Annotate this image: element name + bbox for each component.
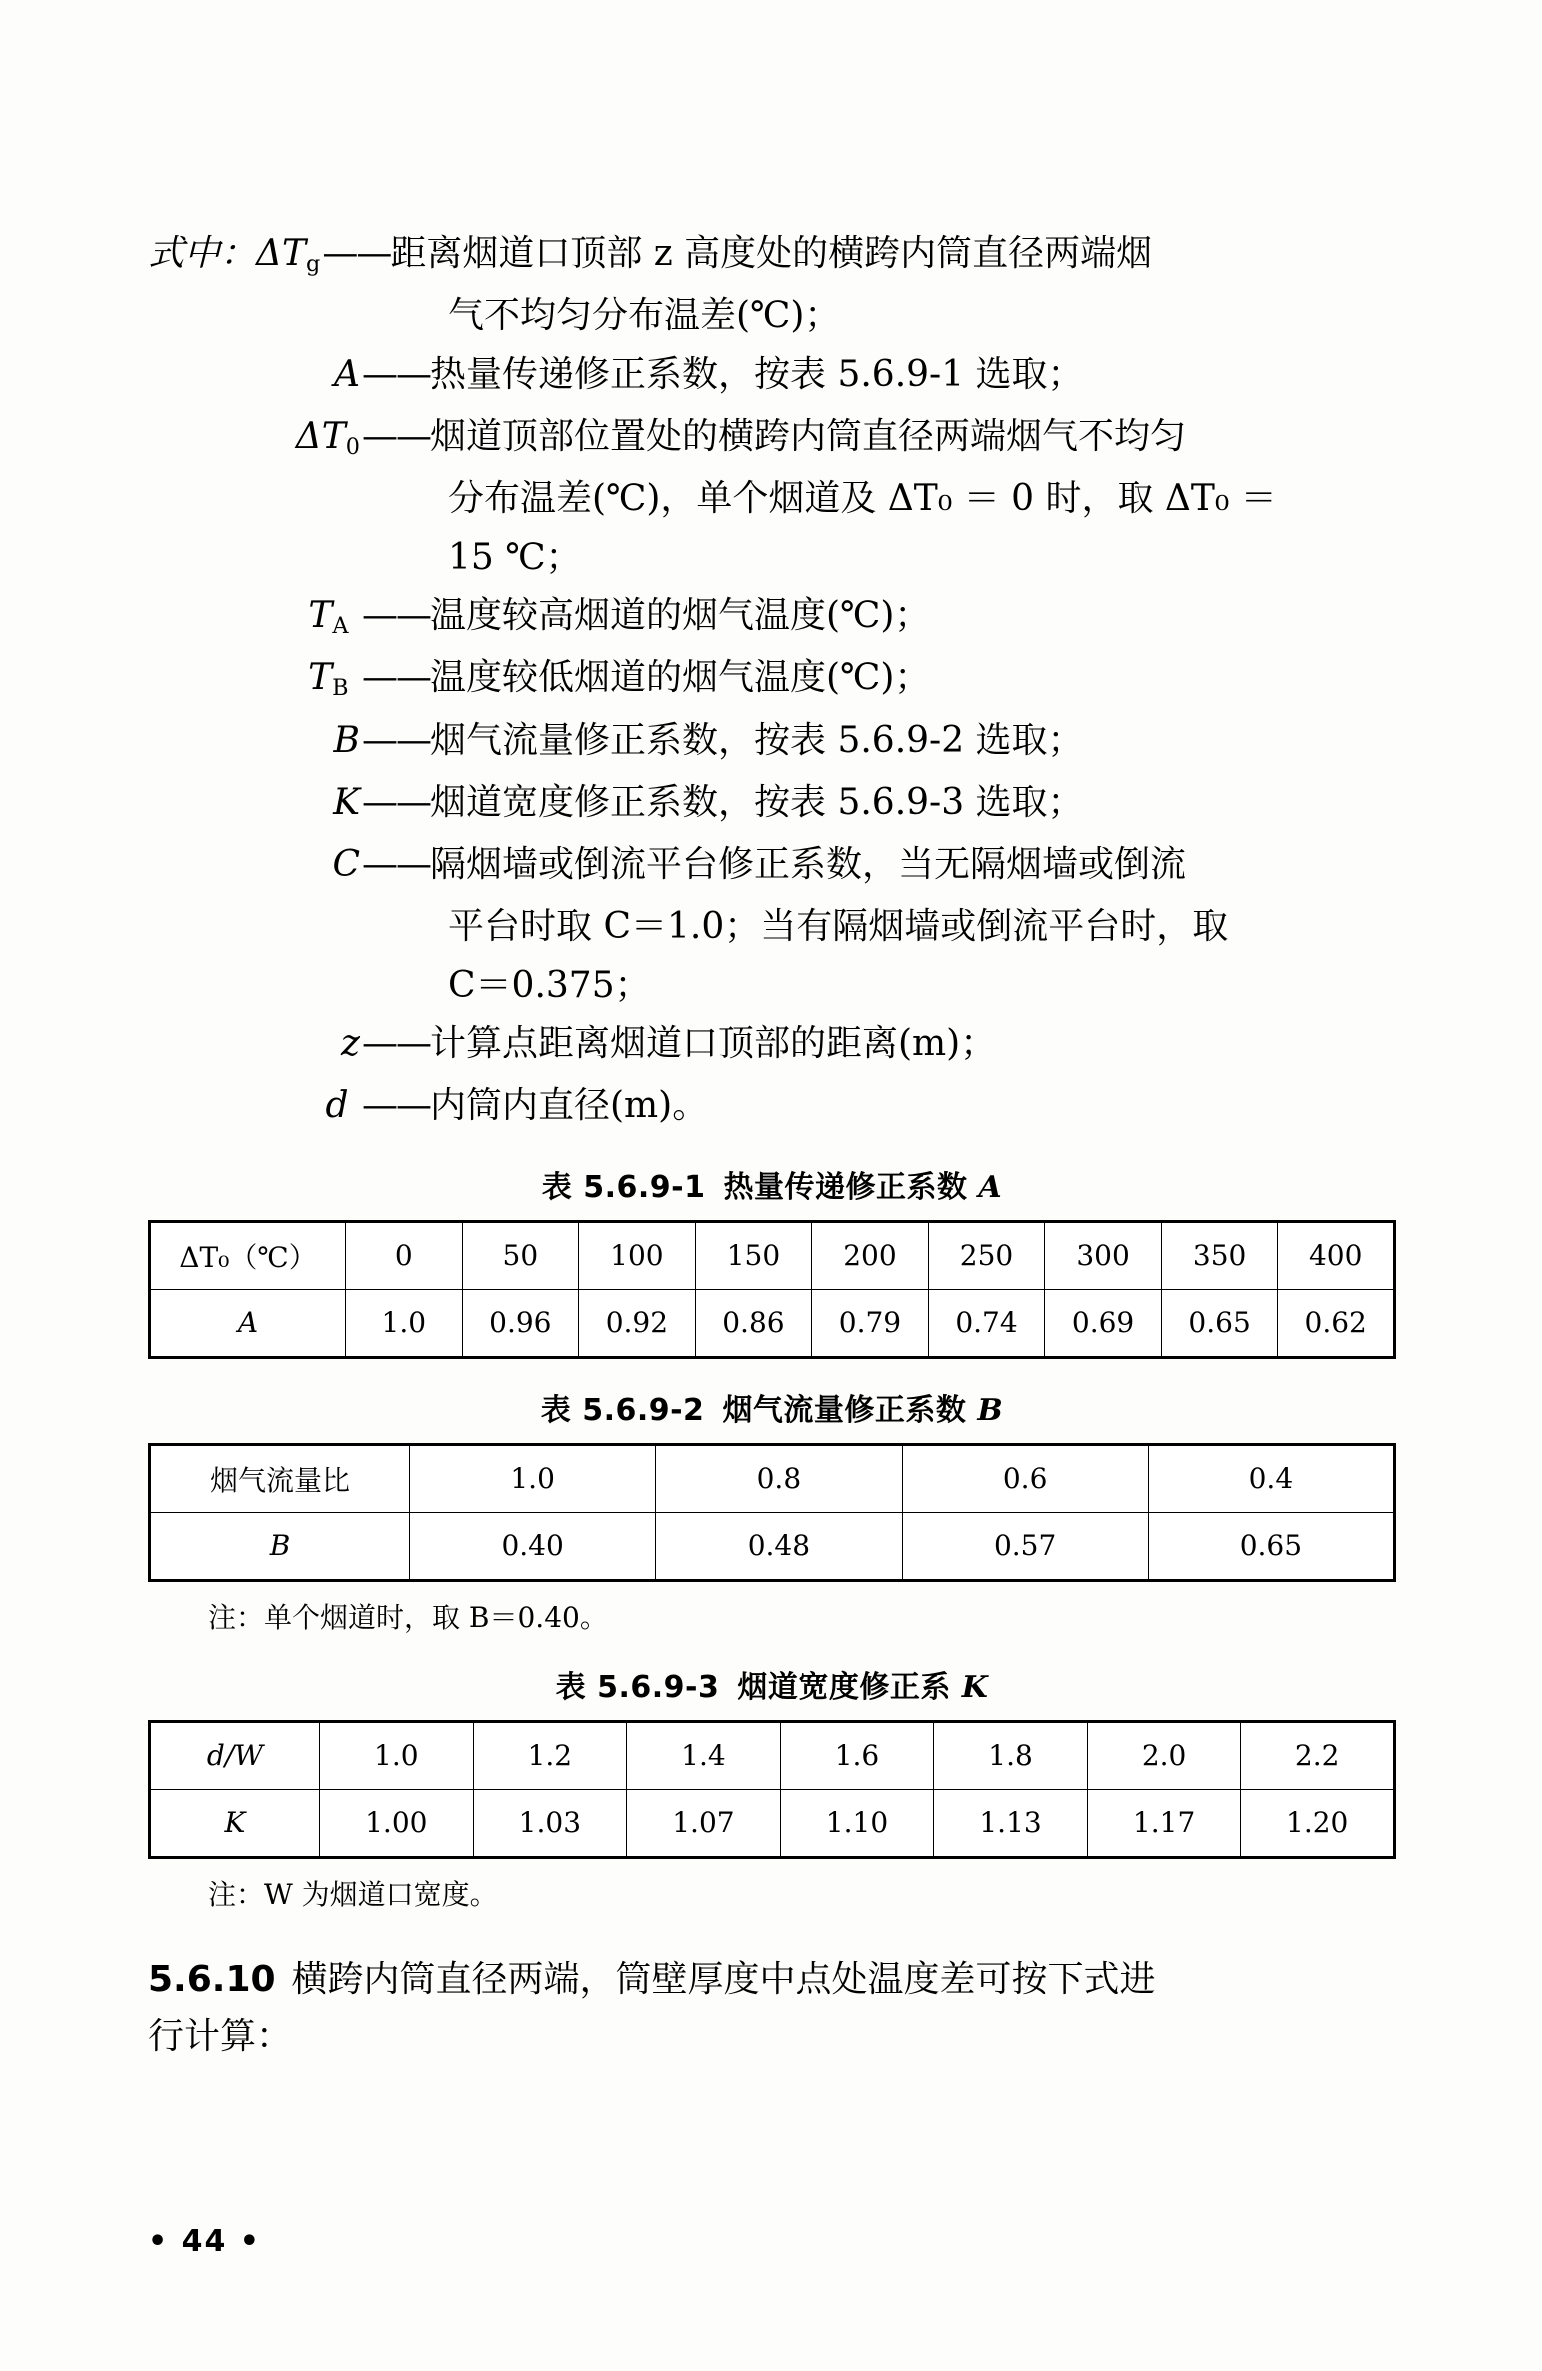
table1-val-5: 0.74 bbox=[928, 1289, 1045, 1357]
table-heat-transfer-coefficient bbox=[148, 1220, 1396, 1359]
definition-cont-c-3 bbox=[148, 957, 1396, 1015]
table-row bbox=[150, 1721, 1395, 1789]
definition-text-tb: 温度较低烟道的烟气温度(℃)； bbox=[430, 657, 931, 699]
table3-val-0: 1.00 bbox=[320, 1789, 474, 1857]
table2-row-header-1: 烟气流量比 bbox=[150, 1444, 410, 1512]
table2-col-3: 0.4 bbox=[1148, 1444, 1394, 1512]
definition-dash: —— bbox=[322, 233, 391, 274]
table1-val-2: 0.92 bbox=[579, 1289, 696, 1357]
definition-text-k: 烟道宽度修正系数，按表 5.6.9-3 选取； bbox=[430, 781, 1084, 823]
definition-symbol-k: K bbox=[333, 781, 360, 823]
table1-row-header-1: ΔT₀（℃） bbox=[150, 1221, 346, 1289]
definition-lead-label: 式中：$\Delta T_g$ bbox=[148, 233, 321, 278]
table2-val-2: 0.57 bbox=[902, 1512, 1148, 1580]
table3-val-1: 1.03 bbox=[473, 1789, 627, 1857]
table3-caption bbox=[148, 1662, 1396, 1706]
table-row bbox=[150, 1444, 1395, 1512]
table3-val-2: 1.07 bbox=[627, 1789, 781, 1857]
table2-caption bbox=[148, 1385, 1396, 1429]
table2-col-2: 0.6 bbox=[902, 1444, 1148, 1512]
clause-number: 5.6.10 bbox=[148, 1958, 276, 2000]
table2-row-header-2: B bbox=[150, 1512, 410, 1580]
table1-val-4: 0.79 bbox=[812, 1289, 929, 1357]
definition-text-delta-t0-line3: 15 ℃； bbox=[448, 536, 582, 578]
table2-caption-number: 表 5.6.9-2 bbox=[540, 1392, 705, 1428]
table3-col-6: 2.2 bbox=[1241, 1721, 1395, 1789]
table1-col-8: 400 bbox=[1278, 1221, 1395, 1289]
table3-val-6: 1.20 bbox=[1241, 1789, 1395, 1857]
definition-text-ta: 温度较高烟道的烟气温度(℃)； bbox=[430, 594, 931, 636]
definition-item-d bbox=[148, 1077, 1396, 1135]
clause-5-6-10 bbox=[148, 1951, 1396, 2066]
definition-item-delta-t0 bbox=[148, 408, 1396, 466]
page-footer: • 44 • bbox=[148, 2224, 261, 2259]
definition-dash: —— bbox=[362, 594, 430, 636]
definition-item-delta-tg bbox=[148, 225, 1396, 283]
table1-caption bbox=[148, 1162, 1396, 1206]
table3-note: 注：W 为烟道口宽度。 bbox=[208, 1877, 498, 1911]
table1-col-4: 200 bbox=[812, 1221, 929, 1289]
table-row bbox=[150, 1789, 1395, 1857]
table3-col-5: 2.0 bbox=[1087, 1721, 1241, 1789]
table3-val-3: 1.10 bbox=[780, 1789, 934, 1857]
definition-text-a: 热量传递修正系数，按表 5.6.9-1 选取； bbox=[430, 353, 1084, 395]
definition-symbol-d: d bbox=[325, 1085, 360, 1127]
table-row bbox=[150, 1289, 1395, 1357]
definition-dash: —— bbox=[362, 1085, 430, 1127]
definition-text-delta-tg-line2: 气不均匀分布温差(℃)； bbox=[448, 295, 841, 337]
definition-dash: —— bbox=[362, 1023, 430, 1065]
definition-text-delta-t0: 烟道顶部位置处的横跨内筒直径两端烟气不均匀 bbox=[430, 415, 1187, 457]
definition-dash: —— bbox=[362, 353, 430, 395]
table1-val-7: 0.65 bbox=[1161, 1289, 1278, 1357]
table3-row-header-2: K bbox=[150, 1789, 320, 1857]
table-row bbox=[150, 1512, 1395, 1580]
definition-item-ta bbox=[148, 587, 1396, 645]
definition-symbol-tb: $T_B$ bbox=[308, 657, 349, 702]
table3-caption-title: 烟道宽度修正系 bbox=[737, 1669, 951, 1705]
definition-dash: —— bbox=[362, 719, 430, 761]
definition-text-delta-tg: 距离烟道口顶部 z 高度处的横跨内筒直径两端烟 bbox=[390, 233, 1153, 274]
definition-item-k bbox=[148, 774, 1396, 832]
definition-item-tb bbox=[148, 649, 1396, 707]
table3-col-0: 1.0 bbox=[320, 1721, 474, 1789]
table3-val-4: 1.13 bbox=[934, 1789, 1088, 1857]
definition-text-d: 内筒内直径(m)。 bbox=[430, 1085, 709, 1127]
table1-val-0: 1.0 bbox=[346, 1289, 463, 1357]
table1-col-3: 150 bbox=[695, 1221, 812, 1289]
definition-cont-delta-tg bbox=[148, 287, 1396, 345]
table1-col-6: 300 bbox=[1045, 1221, 1162, 1289]
table3-val-5: 1.17 bbox=[1087, 1789, 1241, 1857]
table1-col-5: 250 bbox=[928, 1221, 1045, 1289]
table1-col-0: 0 bbox=[346, 1221, 463, 1289]
table1-row-header-2: A bbox=[150, 1289, 346, 1357]
definition-text-z: 计算点距离烟道口顶部的距离(m)； bbox=[430, 1023, 997, 1065]
definition-text-c-line2: 平台时取 C＝1.0；当有隔烟墙或倒流平台时，取 bbox=[448, 906, 1229, 948]
table3-col-3: 1.6 bbox=[780, 1721, 934, 1789]
table2-note: 注：单个烟道时，取 B＝0.40。 bbox=[208, 1600, 608, 1634]
table1-col-7: 350 bbox=[1161, 1221, 1278, 1289]
definition-dash: —— bbox=[362, 657, 430, 699]
definition-dash: —— bbox=[362, 781, 430, 823]
clause-text-line2: 行计算： bbox=[148, 2016, 293, 2058]
definition-item-c bbox=[148, 836, 1396, 894]
definition-text-delta-t0-line2: 分布温差(℃)，单个烟道及 ΔT₀ ＝ 0 时，取 ΔT₀ ＝ bbox=[448, 478, 1277, 520]
definition-dash: —— bbox=[362, 844, 430, 886]
table3-caption-symbol: K bbox=[961, 1669, 989, 1705]
table1-caption-title: 热量传递修正系数 bbox=[723, 1169, 968, 1205]
table-flue-gas-flow-coefficient bbox=[148, 1443, 1396, 1582]
table3-row-header-1: d/W bbox=[150, 1721, 320, 1789]
symbol-definition-list bbox=[148, 225, 1396, 1136]
table2-val-0: 0.40 bbox=[410, 1512, 656, 1580]
table1-caption-symbol: A bbox=[978, 1169, 1003, 1205]
definition-cont-c-2 bbox=[148, 898, 1396, 956]
table2-val-3: 0.65 bbox=[1148, 1512, 1394, 1580]
table2-caption-title: 烟气流量修正系数 bbox=[722, 1392, 967, 1428]
definition-dash: —— bbox=[362, 415, 430, 457]
table2-col-0: 1.0 bbox=[410, 1444, 656, 1512]
table2-val-1: 0.48 bbox=[656, 1512, 902, 1580]
table1-val-8: 0.62 bbox=[1278, 1289, 1395, 1357]
page-content bbox=[148, 225, 1396, 2066]
definition-symbol-c: C bbox=[332, 844, 360, 886]
definition-cont-delta-t0-2 bbox=[148, 470, 1396, 528]
definition-item-a bbox=[148, 346, 1396, 404]
definition-text-b: 烟气流量修正系数，按表 5.6.9-2 选取； bbox=[430, 719, 1084, 761]
definition-symbol-ta: $T_A$ bbox=[308, 594, 349, 640]
table2-caption-symbol: B bbox=[977, 1392, 1004, 1428]
table3-col-1: 1.2 bbox=[473, 1721, 627, 1789]
table1-col-1: 50 bbox=[462, 1221, 579, 1289]
definition-symbol-z: z bbox=[341, 1023, 360, 1065]
table3-col-2: 1.4 bbox=[627, 1721, 781, 1789]
table1-val-6: 0.69 bbox=[1045, 1289, 1162, 1357]
table2-col-1: 0.8 bbox=[656, 1444, 902, 1512]
table-row bbox=[150, 1221, 1395, 1289]
definition-symbol-a: A bbox=[334, 353, 360, 395]
clause-text-line1: 横跨内筒直径两端，筒壁厚度中点处温度差可按下式进 bbox=[291, 1958, 1156, 2000]
table1-val-1: 0.96 bbox=[462, 1289, 579, 1357]
definition-text-c-line3: C＝0.375； bbox=[448, 964, 651, 1006]
table1-caption-number: 表 5.6.9-1 bbox=[541, 1169, 706, 1205]
table3-col-4: 1.8 bbox=[934, 1721, 1088, 1789]
definition-text-c: 隔烟墙或倒流平台修正系数，当无隔烟墙或倒流 bbox=[430, 844, 1187, 886]
table3-caption-number: 表 5.6.9-3 bbox=[555, 1669, 720, 1705]
definition-symbol-delta-t0: $\Delta T_0$ bbox=[295, 415, 360, 461]
definition-item-b bbox=[148, 712, 1396, 770]
table1-val-3: 0.86 bbox=[695, 1289, 812, 1357]
table1-col-2: 100 bbox=[579, 1221, 696, 1289]
definition-item-z bbox=[148, 1015, 1396, 1073]
definition-symbol-b: B bbox=[333, 719, 360, 761]
table-flue-width-coefficient bbox=[148, 1720, 1396, 1859]
definition-cont-delta-t0-3 bbox=[148, 529, 1396, 587]
